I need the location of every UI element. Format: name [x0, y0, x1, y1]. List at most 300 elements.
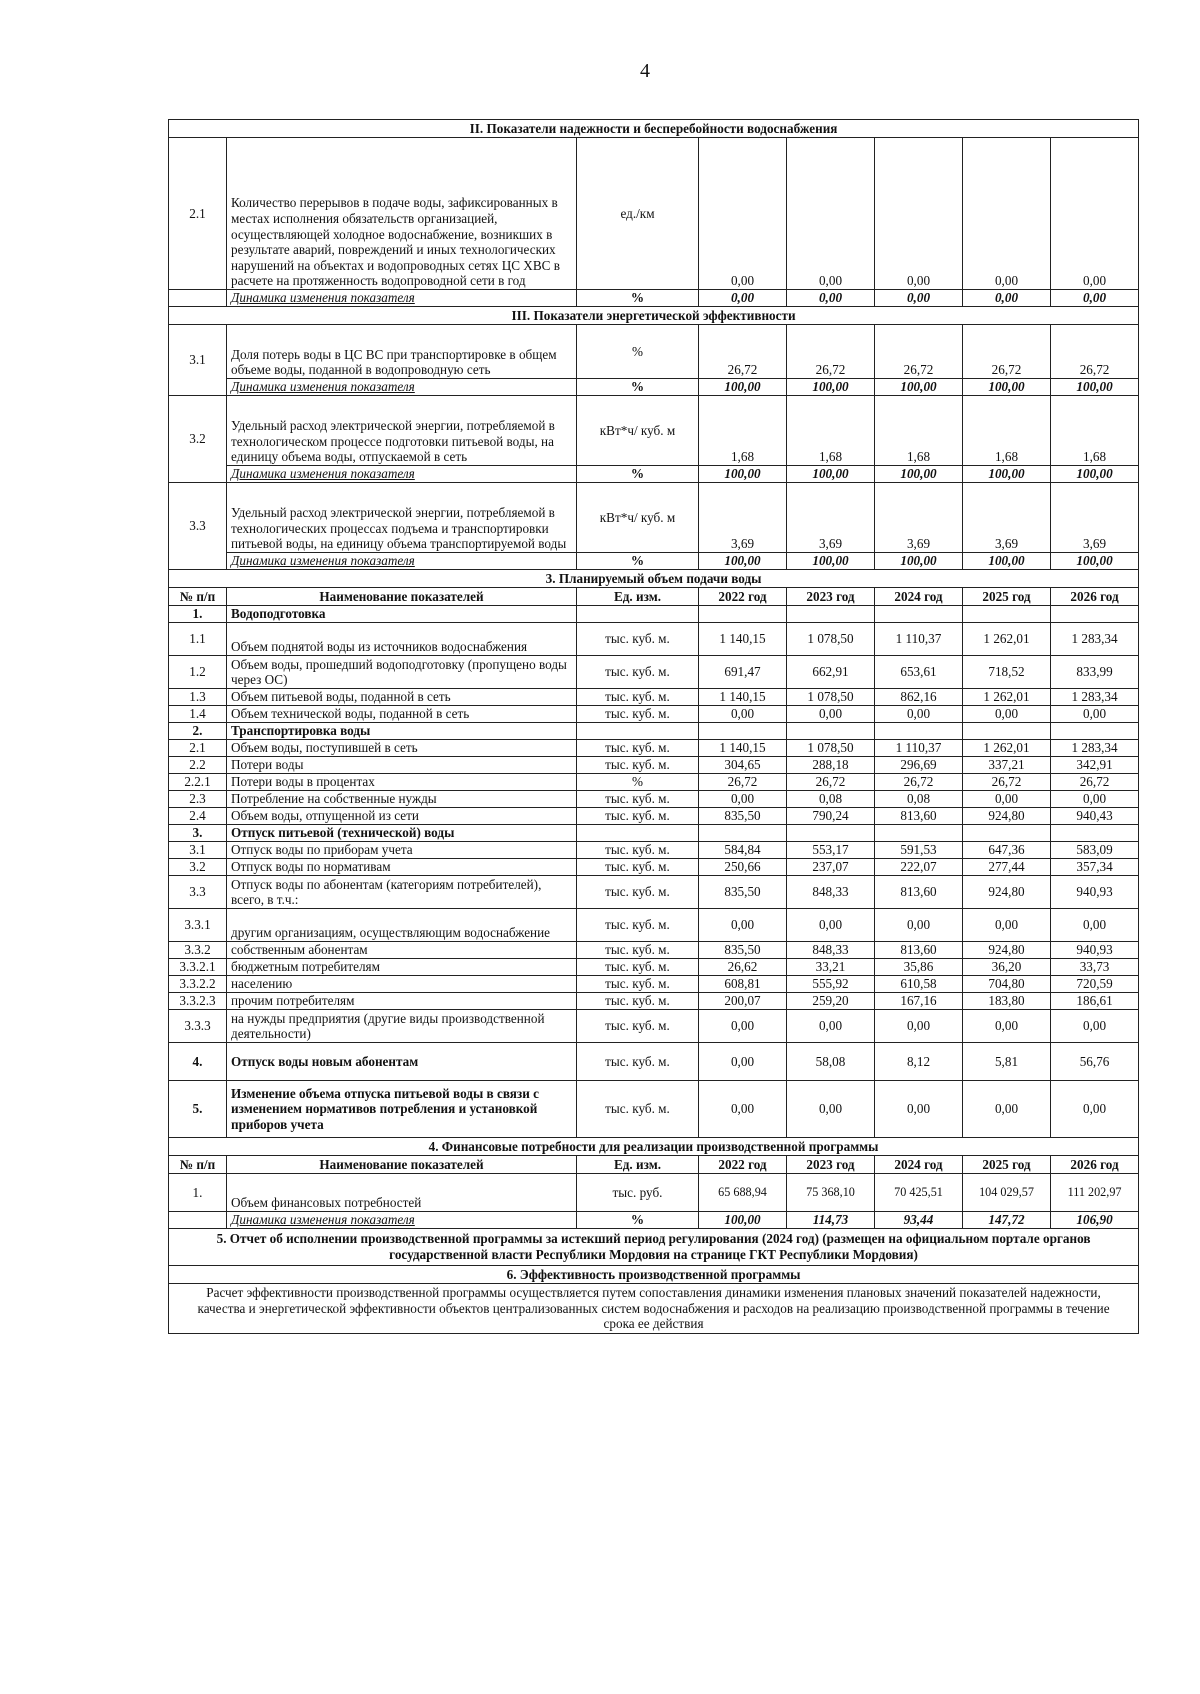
value-cell: 848,33	[787, 876, 875, 909]
value-cell: 26,72	[699, 774, 787, 791]
value-cell: 0,00	[787, 138, 875, 290]
value-cell	[787, 606, 875, 623]
value-cell: 100,00	[699, 1212, 787, 1229]
value-cell: 0,00	[699, 706, 787, 723]
section-title: 6. Эффективность производственной программы	[169, 1266, 1139, 1284]
value-cell: 26,72	[1051, 325, 1139, 379]
table-row	[169, 1010, 1139, 1043]
row-name: Объем поднятой воды из источников водоснабжения	[227, 623, 577, 656]
value-cell: 26,72	[963, 774, 1051, 791]
row-number: 3.3.3	[169, 1010, 227, 1043]
value-cell: 3,69	[875, 483, 963, 553]
value-cell: 237,07	[787, 859, 875, 876]
row-number: 3.3.2.1	[169, 959, 227, 976]
value-cell: 106,90	[1051, 1212, 1139, 1229]
row-unit: тыс. куб. м.	[577, 757, 699, 774]
row-name: Динамика изменения показателя	[227, 290, 577, 307]
table-row	[169, 689, 1139, 706]
row-unit: тыс. куб. м.	[577, 791, 699, 808]
value-cell: 1,68	[1051, 396, 1139, 466]
value-cell: 1 140,15	[699, 689, 787, 706]
row-number: 4.	[169, 1043, 227, 1081]
table-row	[169, 876, 1139, 909]
row-unit: тыс. куб. м.	[577, 689, 699, 706]
value-cell: 250,66	[699, 859, 787, 876]
row-number: 3.3.2.3	[169, 993, 227, 1010]
dynamics-row	[169, 1212, 1139, 1229]
value-cell: 610,58	[875, 976, 963, 993]
row-unit: тыс. куб. м.	[577, 976, 699, 993]
value-cell: 0,00	[699, 138, 787, 290]
value-cell: 0,00	[875, 290, 963, 307]
row-unit: тыс. руб.	[577, 1174, 699, 1212]
row-name: Удельный расход электрической энергии, потребляемой в технологических процессах подъема и транспортировки питьевой воды, на единицу объема транспортируемой воды	[227, 483, 577, 553]
row-name: собственным абонентам	[227, 942, 577, 959]
value-cell: 75 368,10	[787, 1174, 875, 1212]
value-cell: 100,00	[1051, 553, 1139, 570]
row-name: Доля потерь воды в ЦС ВС при транспортировке в общем объеме воды, поданной в водопроводную сеть	[227, 325, 577, 379]
row-unit: %	[577, 379, 699, 396]
value-cell: 100,00	[875, 553, 963, 570]
value-cell: 0,00	[699, 909, 787, 942]
report-text: 5. Отчет об исполнении производственной программы за истекший период регулирования (2024 год) (размещен на официальном портале органов государственной власти Республики Мордовия на странице ГКТ Республики Мордовия)	[169, 1229, 1139, 1266]
value-cell	[1051, 606, 1139, 623]
row-number	[169, 1212, 227, 1229]
header-year: 2023 год	[787, 1156, 875, 1174]
header-year: 2026 год	[1051, 588, 1139, 606]
value-cell: 100,00	[963, 553, 1051, 570]
section-title: III. Показатели энергетической эффективности	[169, 307, 1139, 325]
row-name: Объем воды, поступившей в сеть	[227, 740, 577, 757]
value-cell: 114,73	[787, 1212, 875, 1229]
value-cell: 583,09	[1051, 842, 1139, 859]
row-number: 3.3.1	[169, 909, 227, 942]
value-cell: 691,47	[699, 656, 787, 689]
value-cell: 813,60	[875, 942, 963, 959]
header-unit: Ед. изм.	[577, 588, 699, 606]
row-name: Отпуск воды по нормативам	[227, 859, 577, 876]
value-cell	[787, 723, 875, 740]
section-title: 3. Планируемый объем подачи воды	[169, 570, 1139, 588]
value-cell: 1,68	[963, 396, 1051, 466]
value-cell: 0,00	[1051, 791, 1139, 808]
value-cell: 3,69	[1051, 483, 1139, 553]
value-cell	[787, 825, 875, 842]
header-unit: Ед. изм.	[577, 1156, 699, 1174]
table-row	[169, 774, 1139, 791]
row-name: на нужды предприятия (другие виды производственной деятельности)	[227, 1010, 577, 1043]
value-cell: 790,24	[787, 808, 875, 825]
value-cell	[699, 606, 787, 623]
value-cell: 288,18	[787, 757, 875, 774]
row-name: Объем финансовых потребностей	[227, 1174, 577, 1212]
table-row	[169, 483, 1139, 553]
value-cell	[875, 825, 963, 842]
value-cell: 0,00	[963, 791, 1051, 808]
table-row	[169, 656, 1139, 689]
header-year: 2025 год	[963, 1156, 1051, 1174]
row-name: Динамика изменения показателя	[227, 466, 577, 483]
table-row	[169, 606, 1139, 623]
row-number: 2.2.1	[169, 774, 227, 791]
header-num: № п/п	[169, 1156, 227, 1174]
row-number: 2.1	[169, 138, 227, 290]
row-unit: %	[577, 466, 699, 483]
finance-title-row	[169, 1138, 1139, 1156]
value-cell: 0,00	[1051, 138, 1139, 290]
value-cell: 0,00	[963, 1081, 1051, 1138]
table-row	[169, 138, 1139, 290]
value-cell: 0,00	[963, 909, 1051, 942]
table-row	[169, 1081, 1139, 1138]
header-year: 2025 год	[963, 588, 1051, 606]
table-header-row	[169, 1156, 1139, 1174]
value-cell: 813,60	[875, 876, 963, 909]
row-number: 3.2	[169, 396, 227, 483]
value-cell: 200,07	[699, 993, 787, 1010]
table-row	[169, 909, 1139, 942]
table-row	[169, 1174, 1139, 1212]
row-number: 2.	[169, 723, 227, 740]
value-cell: 100,00	[699, 466, 787, 483]
value-cell: 1 283,34	[1051, 623, 1139, 656]
table-row	[169, 623, 1139, 656]
row-unit: тыс. куб. м.	[577, 876, 699, 909]
value-cell: 720,59	[1051, 976, 1139, 993]
value-cell	[1051, 825, 1139, 842]
value-cell: 0,00	[1051, 909, 1139, 942]
value-cell: 26,72	[787, 774, 875, 791]
value-cell: 26,72	[875, 774, 963, 791]
value-cell: 183,80	[963, 993, 1051, 1010]
row-number: 1.	[169, 1174, 227, 1212]
header-name: Наименование показателей	[227, 1156, 577, 1174]
value-cell: 813,60	[875, 808, 963, 825]
row-name: Объем воды, отпущенной из сети	[227, 808, 577, 825]
value-cell: 584,84	[699, 842, 787, 859]
value-cell	[963, 606, 1051, 623]
value-cell: 662,91	[787, 656, 875, 689]
value-cell: 940,43	[1051, 808, 1139, 825]
value-cell: 848,33	[787, 942, 875, 959]
value-cell: 647,36	[963, 842, 1051, 859]
row-name: Объем питьевой воды, поданной в сеть	[227, 689, 577, 706]
value-cell: 8,12	[875, 1043, 963, 1081]
value-cell: 555,92	[787, 976, 875, 993]
value-cell: 0,00	[787, 909, 875, 942]
value-cell: 1 140,15	[699, 623, 787, 656]
row-number: 5.	[169, 1081, 227, 1138]
dynamics-row	[169, 466, 1139, 483]
row-unit: тыс. куб. м.	[577, 909, 699, 942]
row-name: Динамика изменения показателя	[227, 1212, 577, 1229]
value-cell: 33,73	[1051, 959, 1139, 976]
value-cell: 100,00	[787, 553, 875, 570]
row-unit: %	[577, 774, 699, 791]
value-cell: 3,69	[699, 483, 787, 553]
value-cell: 222,07	[875, 859, 963, 876]
value-cell: 924,80	[963, 808, 1051, 825]
value-cell: 1,68	[787, 396, 875, 466]
row-number: 3.3	[169, 876, 227, 909]
value-cell: 1,68	[699, 396, 787, 466]
row-unit: кВт*ч/ куб. м	[577, 483, 699, 553]
value-cell: 100,00	[875, 379, 963, 396]
value-cell: 33,21	[787, 959, 875, 976]
row-number: 1.4	[169, 706, 227, 723]
value-cell: 277,44	[963, 859, 1051, 876]
value-cell: 0,00	[875, 706, 963, 723]
row-unit: %	[577, 553, 699, 570]
table-row	[169, 1043, 1139, 1081]
value-cell: 0,00	[699, 791, 787, 808]
row-name: Транспортировка воды	[227, 723, 577, 740]
row-number: 2.4	[169, 808, 227, 825]
value-cell: 0,00	[699, 1043, 787, 1081]
row-unit: тыс. куб. м.	[577, 993, 699, 1010]
value-cell: 0,00	[963, 290, 1051, 307]
value-cell: 100,00	[875, 466, 963, 483]
value-cell: 35,86	[875, 959, 963, 976]
value-cell: 924,80	[963, 942, 1051, 959]
value-cell	[1051, 723, 1139, 740]
row-number: 3.1	[169, 325, 227, 396]
value-cell: 0,00	[963, 1010, 1051, 1043]
table-row	[169, 942, 1139, 959]
row-number	[169, 290, 227, 307]
value-cell: 0,00	[963, 706, 1051, 723]
value-cell: 924,80	[963, 876, 1051, 909]
value-cell: 100,00	[787, 379, 875, 396]
row-name: Отпуск воды новым абонентам	[227, 1043, 577, 1081]
table-row	[169, 740, 1139, 757]
row-name: Отпуск воды по абонентам (категориям потребителей), всего, в т.ч.:	[227, 876, 577, 909]
value-cell: 26,72	[963, 325, 1051, 379]
dynamics-row	[169, 379, 1139, 396]
value-cell: 0,00	[1051, 290, 1139, 307]
value-cell: 0,00	[699, 1081, 787, 1138]
value-cell: 0,00	[1051, 1081, 1139, 1138]
section-title: 4. Финансовые потребности для реализации производственной программы	[169, 1138, 1139, 1156]
table-row	[169, 325, 1139, 379]
row-name: Объем технической воды, поданной в сеть	[227, 706, 577, 723]
value-cell: 100,00	[1051, 379, 1139, 396]
value-cell: 58,08	[787, 1043, 875, 1081]
row-number: 2.3	[169, 791, 227, 808]
value-cell: 0,00	[787, 290, 875, 307]
table-row	[169, 993, 1139, 1010]
row-name: Количество перерывов в подаче воды, зафиксированных в местах исполнения обязательств организацией, осуществляющей холодное водоснабжение, возникших в результате аварий, повреждений и иных технологических нарушений на объектах и водопроводных сетях ЦС ХВС в расчете на протяженность водопроводной сети в год	[227, 138, 577, 290]
value-cell: 167,16	[875, 993, 963, 1010]
row-name: Удельный расход электрической энергии, потребляемой в технологическом процессе подготовки питьевой воды, на единицу объема воды, отпускаемой в сеть	[227, 396, 577, 466]
value-cell: 304,65	[699, 757, 787, 774]
row-name: Динамика изменения показателя	[227, 553, 577, 570]
value-cell: 100,00	[963, 379, 1051, 396]
value-cell: 3,69	[787, 483, 875, 553]
value-cell	[875, 606, 963, 623]
value-cell	[963, 825, 1051, 842]
value-cell: 0,00	[875, 138, 963, 290]
value-cell: 26,62	[699, 959, 787, 976]
value-cell: 0,00	[1051, 706, 1139, 723]
dynamics-row	[169, 553, 1139, 570]
efficiency-text-row	[169, 1284, 1139, 1334]
table-header-row	[169, 588, 1139, 606]
row-name: прочим потребителям	[227, 993, 577, 1010]
row-number: 3.1	[169, 842, 227, 859]
value-cell	[963, 723, 1051, 740]
row-number: 1.	[169, 606, 227, 623]
row-number: 3.3.2	[169, 942, 227, 959]
value-cell: 147,72	[963, 1212, 1051, 1229]
header-year: 2024 год	[875, 588, 963, 606]
value-cell: 0,00	[699, 290, 787, 307]
row-unit: тыс. куб. м.	[577, 706, 699, 723]
value-cell: 104 029,57	[963, 1174, 1051, 1212]
row-unit: кВт*ч/ куб. м	[577, 396, 699, 466]
value-cell: 835,50	[699, 808, 787, 825]
value-cell: 36,20	[963, 959, 1051, 976]
row-name: Отпуск питьевой (технической) воды	[227, 825, 577, 842]
value-cell: 1 262,01	[963, 623, 1051, 656]
supply-title-row	[169, 570, 1139, 588]
value-cell: 1 283,34	[1051, 689, 1139, 706]
value-cell: 186,61	[1051, 993, 1139, 1010]
value-cell: 1 078,50	[787, 623, 875, 656]
value-cell: 653,61	[875, 656, 963, 689]
table-row	[169, 706, 1139, 723]
header-year: 2023 год	[787, 588, 875, 606]
row-name: Потери воды	[227, 757, 577, 774]
value-cell: 100,00	[699, 379, 787, 396]
value-cell: 100,00	[963, 466, 1051, 483]
table-row	[169, 959, 1139, 976]
value-cell: 26,72	[1051, 774, 1139, 791]
row-name: другим организациям, осуществляющим водоснабжение	[227, 909, 577, 942]
table-row	[169, 842, 1139, 859]
value-cell: 3,69	[963, 483, 1051, 553]
value-cell: 342,91	[1051, 757, 1139, 774]
value-cell: 718,52	[963, 656, 1051, 689]
table-row	[169, 723, 1139, 740]
value-cell: 1 078,50	[787, 740, 875, 757]
value-cell: 1 078,50	[787, 689, 875, 706]
value-cell: 0,00	[787, 706, 875, 723]
value-cell: 1,68	[875, 396, 963, 466]
section-2-title-row	[169, 120, 1139, 138]
value-cell: 70 425,51	[875, 1174, 963, 1212]
value-cell: 1 262,01	[963, 740, 1051, 757]
row-name: бюджетным потребителям	[227, 959, 577, 976]
value-cell: 553,17	[787, 842, 875, 859]
row-name: Отпуск воды по приборам учета	[227, 842, 577, 859]
page-number: 4	[640, 60, 650, 82]
table-row	[169, 757, 1139, 774]
header-year: 2022 год	[699, 1156, 787, 1174]
row-unit: ед./км	[577, 138, 699, 290]
row-unit: тыс. куб. м.	[577, 623, 699, 656]
value-cell: 704,80	[963, 976, 1051, 993]
value-cell	[699, 825, 787, 842]
value-cell: 0,00	[875, 909, 963, 942]
table-row	[169, 791, 1139, 808]
row-unit: тыс. куб. м.	[577, 1081, 699, 1138]
row-number: 1.2	[169, 656, 227, 689]
table-row	[169, 859, 1139, 876]
row-number: 2.1	[169, 740, 227, 757]
row-name: Водоподготовка	[227, 606, 577, 623]
production-program-table	[168, 119, 1139, 1334]
row-name: Потери воды в процентах	[227, 774, 577, 791]
value-cell: 591,53	[875, 842, 963, 859]
dynamics-row	[169, 290, 1139, 307]
value-cell: 608,81	[699, 976, 787, 993]
row-unit	[577, 723, 699, 740]
row-unit: %	[577, 290, 699, 307]
value-cell: 1 140,15	[699, 740, 787, 757]
value-cell: 100,00	[787, 466, 875, 483]
table-row	[169, 825, 1139, 842]
value-cell: 56,76	[1051, 1043, 1139, 1081]
value-cell: 0,00	[787, 1081, 875, 1138]
value-cell: 0,08	[875, 791, 963, 808]
header-name: Наименование показателей	[227, 588, 577, 606]
value-cell: 0,00	[875, 1010, 963, 1043]
value-cell: 1 110,37	[875, 740, 963, 757]
value-cell: 1 283,34	[1051, 740, 1139, 757]
section-title: II. Показатели надежности и бесперебойности водоснабжения	[169, 120, 1139, 138]
value-cell: 26,72	[699, 325, 787, 379]
value-cell	[875, 723, 963, 740]
header-num: № п/п	[169, 588, 227, 606]
row-number: 3.3	[169, 483, 227, 570]
value-cell: 835,50	[699, 876, 787, 909]
row-unit: тыс. куб. м.	[577, 859, 699, 876]
report-row	[169, 1229, 1139, 1266]
row-unit: тыс. куб. м.	[577, 842, 699, 859]
row-unit	[577, 606, 699, 623]
value-cell: 93,44	[875, 1212, 963, 1229]
row-name: Изменение объема отпуска питьевой воды в связи с изменением нормативов потребления и установкой приборов учета	[227, 1081, 577, 1138]
row-unit: тыс. куб. м.	[577, 959, 699, 976]
value-cell: 833,99	[1051, 656, 1139, 689]
row-unit: тыс. куб. м.	[577, 942, 699, 959]
value-cell: 5,81	[963, 1043, 1051, 1081]
value-cell: 26,72	[787, 325, 875, 379]
header-year: 2026 год	[1051, 1156, 1139, 1174]
value-cell	[699, 723, 787, 740]
value-cell: 0,08	[787, 791, 875, 808]
value-cell: 100,00	[699, 553, 787, 570]
efficiency-text: Расчет эффективности производственной программы осуществляется путем сопоставления динамики изменения плановых значений показателей надежности, качества и энергетической эффективности объектов централизованных систем водоснабжения и расходов на реализацию производственной программы в течение срока ее действия	[169, 1284, 1139, 1334]
row-name: Объем воды, прошедший водоподготовку (пропущено воды через ОС)	[227, 656, 577, 689]
value-cell: 862,16	[875, 689, 963, 706]
table-row	[169, 396, 1139, 466]
value-cell: 0,00	[1051, 1010, 1139, 1043]
value-cell: 26,72	[875, 325, 963, 379]
value-cell: 0,00	[699, 1010, 787, 1043]
value-cell: 259,20	[787, 993, 875, 1010]
row-number: 1.3	[169, 689, 227, 706]
row-unit: %	[577, 1212, 699, 1229]
value-cell: 940,93	[1051, 876, 1139, 909]
header-year: 2024 год	[875, 1156, 963, 1174]
row-unit: тыс. куб. м.	[577, 740, 699, 757]
value-cell: 65 688,94	[699, 1174, 787, 1212]
value-cell: 835,50	[699, 942, 787, 959]
row-unit	[577, 825, 699, 842]
value-cell: 357,34	[1051, 859, 1139, 876]
